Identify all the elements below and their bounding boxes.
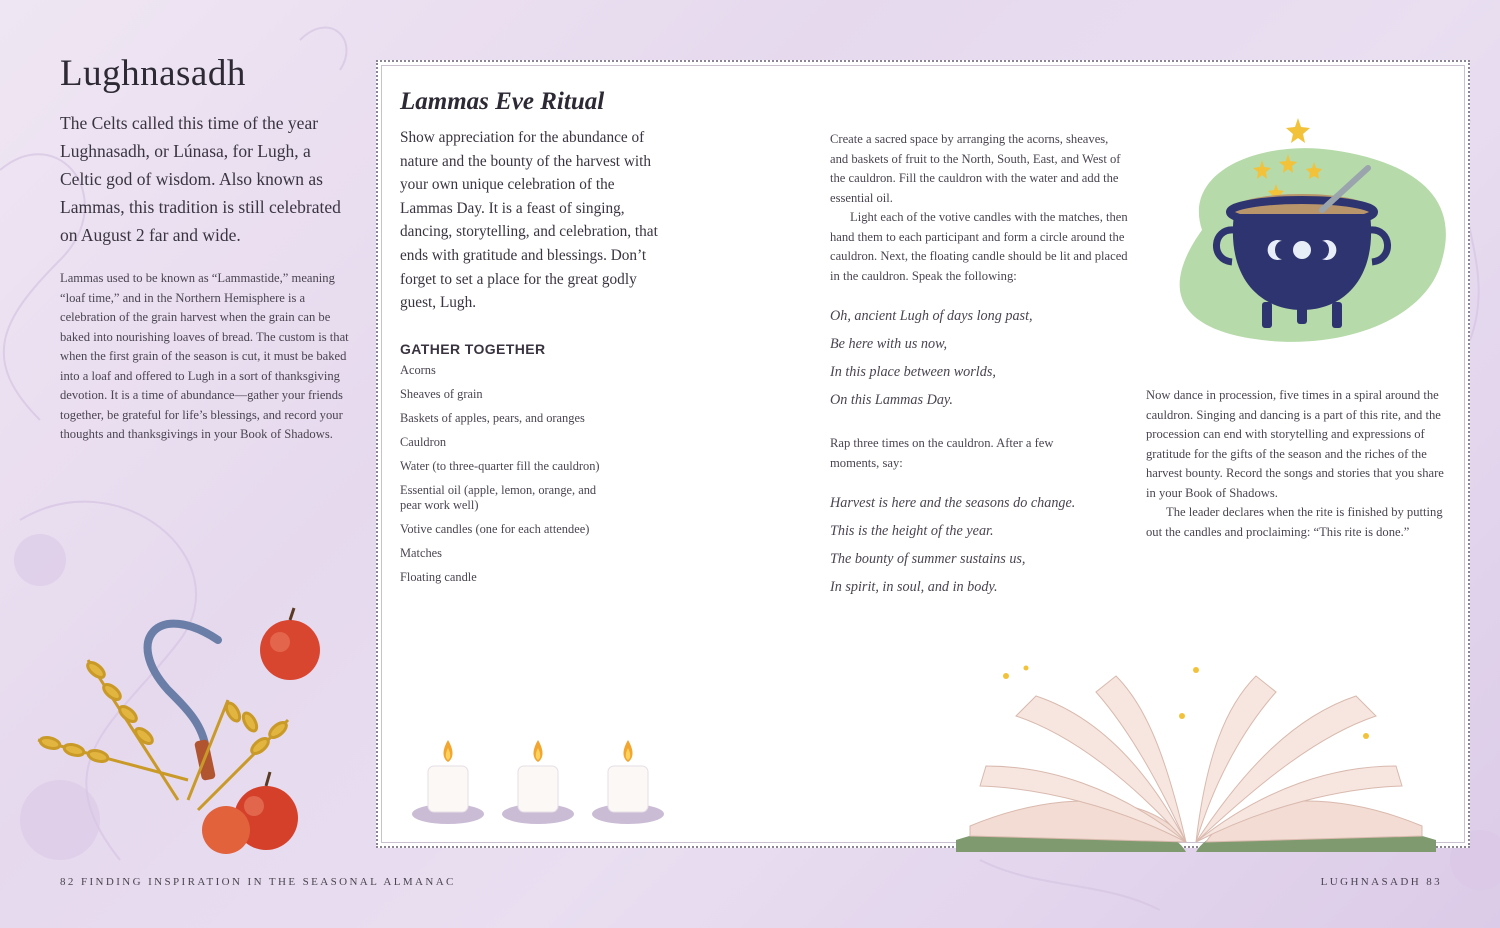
cauldron-illustration (1142, 110, 1472, 360)
gather-item: Essential oil (apple, lemon, orange, and pear work well) (400, 482, 597, 512)
gather-heading: GATHER TOGETHER (400, 340, 546, 357)
chapter-title: Lughnasadh (60, 53, 246, 94)
verse-line: The bounty of summer sustains us, (830, 551, 1026, 567)
gather-item: Water (to three-quarter fill the cauldron) (400, 458, 600, 473)
apple-icon (260, 608, 320, 680)
body-paragraph: Lammas used to be known as “Lammastide,” meaning “loaf time,” and in the Northern Hemisphere is a celebration of the grain harvest when the grain can be baked into nourishing loaves of bread. The custom is that when the first grain of the season is cut, it must be baked into a loaf and offered to Lugh in a sort of thanksgiving devotion. It is a time of abundance—gather your friends together, be grateful for life’s blessings, and record your thoughts and thanksgivings in your Book of Shadows. (60, 271, 349, 441)
gather-item: Baskets of apples, pears, and oranges (400, 410, 585, 425)
gather-item: Cauldron (400, 434, 447, 449)
ritual-paragraph: The leader declares when the rite is finished by putting out the candles and proclaiming: “This rite is done.” (1146, 505, 1443, 539)
harvest-illustration (28, 600, 358, 870)
ritual-column-3 (1146, 386, 1446, 542)
ritual-paragraph: Now dance in procession, five times in a spiral around the cauldron. Singing and dancing is a part of this rite, and the procession can end with storytelling and expressions of gratitude for the gifts of the season and the riches of the harvest bounty. Record the songs and stories that you share in your Book of Shadows. (1146, 388, 1444, 500)
intro-paragraph: The Celts called this time of the year Lughnasadh, or Lúnasa, for Lugh, a Celtic god of wisdom. Also known as Lammas, this tradition is still celebrated on August 2 far and wide. (60, 113, 341, 245)
gather-item: Acorns (400, 362, 436, 377)
ritual-paragraph: Create a sacred space by arranging the acorns, sheaves, and baskets of fruit to the North, South, East, and West of the cauldron. Fill the cauldron with the water and add the essential oil. (830, 132, 1121, 205)
ritual-lead-paragraph: Show appreciation for the abundance of nature and the bounty of the harvest with your own unique celebration of the Lammas Day. It is a feast of singing, dancing, storytelling, and celebration, that ends with gratitude and blessings. Don’t forget to set a place for the great godly guest, Lugh. (400, 129, 658, 312)
ritual-paragraph: Rap three times on the cauldron. After a few moments, say: (830, 436, 1054, 470)
left-page-column (60, 52, 356, 445)
chant-verse-1 (830, 302, 1128, 414)
ritual-title: Lammas Eve Ritual (400, 88, 605, 115)
footer-right-folio: LUGHNASADH 83 (1320, 876, 1442, 888)
footer-left-folio: 82 FINDING INSPIRATION IN THE SEASONAL ALMANAC (60, 876, 456, 888)
verse-line: Oh, ancient Lugh of days long past, (830, 308, 1033, 324)
candle-icon (592, 740, 664, 824)
ritual-column-2 (830, 130, 1128, 621)
verse-line: Harvest is here and the seasons do change. (830, 495, 1076, 511)
verse-line: In this place between worlds, (830, 364, 996, 380)
gather-item: Floating candle (400, 569, 477, 584)
verse-line: Be here with us now, (830, 336, 948, 352)
verse-line: In spirit, in soul, and in body. (830, 579, 998, 595)
gather-list (400, 363, 662, 585)
chant-verse-2 (830, 489, 1128, 601)
gather-item: Sheaves of grain (400, 386, 483, 401)
ritual-paragraph: Light each of the votive candles with the matches, then hand them to each participant and form a circle around the cauldron. Next, the floating candle should be lit and placed in the cauldron. Speak the following: (830, 210, 1128, 283)
open-book-illustration (946, 656, 1446, 860)
candle-icon (502, 740, 574, 824)
candle-icon (412, 740, 484, 824)
apple-icon (202, 806, 250, 854)
gather-item: Matches (400, 545, 442, 560)
sickle-icon (148, 624, 218, 750)
verse-line: On this Lammas Day. (830, 392, 953, 408)
verse-line: This is the height of the year. (830, 523, 994, 539)
ritual-column-1 (400, 126, 662, 594)
book-icon (956, 676, 1436, 852)
gather-item: Votive candles (one for each attendee) (400, 521, 590, 536)
candles-illustration (408, 732, 668, 832)
